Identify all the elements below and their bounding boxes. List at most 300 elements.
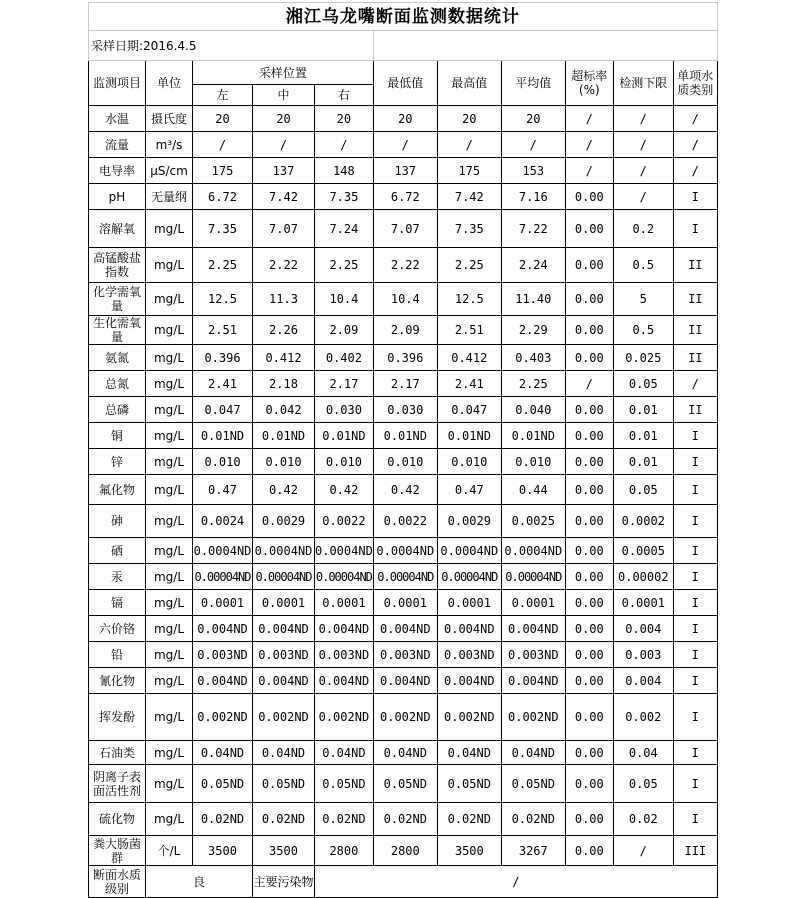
value-cell: 0.004ND (315, 668, 374, 694)
value-cell: 12.5 (193, 283, 253, 316)
value-cell: 0.00 (565, 564, 613, 590)
value-cell: / (501, 132, 565, 158)
unit-cell: mg/L (146, 616, 193, 642)
unit-cell: mg/L (146, 538, 193, 564)
value-cell: / (673, 106, 717, 132)
item-name: pH (89, 184, 146, 210)
value-cell: / (613, 106, 673, 132)
value-cell: 0.01ND (315, 423, 374, 449)
value-cell: 0.01 (613, 423, 673, 449)
value-cell: 0.00004ND (253, 564, 315, 590)
value-cell: 2.41 (437, 371, 501, 397)
value-cell: 0.403 (501, 345, 565, 371)
unit-cell: mg/L (146, 316, 193, 345)
footer-label: 断面水质级别 (89, 866, 146, 898)
value-cell: 0.004 (613, 668, 673, 694)
unit-cell: mg/L (146, 694, 193, 741)
value-cell: / (315, 132, 374, 158)
value-cell: 137 (373, 158, 437, 184)
value-cell: 2800 (373, 836, 437, 866)
value-cell: 0.00 (565, 538, 613, 564)
value-cell: 0.047 (193, 397, 253, 423)
table-row (89, 475, 718, 505)
value-cell: 0.00002 (613, 564, 673, 590)
value-cell: 0.00 (565, 765, 613, 803)
table-row (89, 505, 718, 538)
value-cell: I (673, 668, 717, 694)
item-name: 砷 (89, 505, 146, 538)
item-name: 汞 (89, 564, 146, 590)
header-right: 右 (315, 85, 374, 106)
value-cell: / (613, 132, 673, 158)
value-cell: 0.003ND (315, 642, 374, 668)
item-name: 溶解氧 (89, 210, 146, 248)
value-cell: 0.42 (373, 475, 437, 505)
value-cell: 7.35 (437, 210, 501, 248)
value-cell: 2.29 (501, 316, 565, 345)
table-row (89, 694, 718, 741)
header-left: 左 (193, 85, 253, 106)
unit-cell: 摄氏度 (146, 106, 193, 132)
value-cell: II (673, 316, 717, 345)
table-row (89, 741, 718, 765)
value-cell: 137 (253, 158, 315, 184)
value-cell: 7.22 (501, 210, 565, 248)
value-cell: 0.004ND (373, 668, 437, 694)
value-cell: / (673, 158, 717, 184)
value-cell: 0.0001 (501, 590, 565, 616)
value-cell: 0.05ND (437, 765, 501, 803)
value-cell: 0.030 (373, 397, 437, 423)
header-limit: 检测下限 (613, 61, 673, 106)
value-cell: 0.00 (565, 668, 613, 694)
value-cell: II (673, 283, 717, 316)
unit-cell: mg/L (146, 668, 193, 694)
value-cell: 0.04ND (437, 741, 501, 765)
value-cell: 0.04ND (373, 741, 437, 765)
value-cell: 0.004ND (373, 616, 437, 642)
value-cell: 0.0005 (613, 538, 673, 564)
value-cell: 0.00 (565, 475, 613, 505)
value-cell: 0.010 (437, 449, 501, 475)
value-cell: 0.0024 (193, 505, 253, 538)
table-title: 湘江乌龙嘴断面监测数据统计 (89, 3, 718, 31)
value-cell: 0.0004ND (501, 538, 565, 564)
table-row (89, 158, 718, 184)
value-cell: 0.002 (613, 694, 673, 741)
value-cell: 0.004ND (193, 668, 253, 694)
value-cell: 2.17 (373, 371, 437, 397)
value-cell: I (673, 590, 717, 616)
value-cell: 0.0001 (253, 590, 315, 616)
value-cell: 0.00 (565, 694, 613, 741)
header-class: 单项水质类别 (673, 61, 717, 106)
value-cell: 20 (315, 106, 374, 132)
value-cell: 7.42 (437, 184, 501, 210)
value-cell: 2.25 (501, 371, 565, 397)
value-cell: 0.004ND (253, 616, 315, 642)
main-pollutant: / (315, 866, 718, 898)
value-cell: 5 (613, 283, 673, 316)
value-cell: 0.01ND (437, 423, 501, 449)
value-cell: 0.002ND (437, 694, 501, 741)
table-row (89, 564, 718, 590)
value-cell: 11.40 (501, 283, 565, 316)
value-cell: 0.030 (315, 397, 374, 423)
value-cell: 0.004ND (437, 616, 501, 642)
value-cell: 0.004ND (253, 668, 315, 694)
value-cell: 0.42 (253, 475, 315, 505)
value-cell: 0.01 (613, 397, 673, 423)
value-cell: 0.42 (315, 475, 374, 505)
value-cell: 0.00 (565, 590, 613, 616)
table-row (89, 345, 718, 371)
value-cell: I (673, 475, 717, 505)
value-cell: 175 (193, 158, 253, 184)
item-name: 总氮 (89, 371, 146, 397)
value-cell: 0.004ND (501, 616, 565, 642)
value-cell: 0.01ND (373, 423, 437, 449)
value-cell: 0.00 (565, 423, 613, 449)
value-cell: 0.05ND (501, 765, 565, 803)
value-cell: 0.47 (193, 475, 253, 505)
value-cell: / (565, 158, 613, 184)
value-cell: / (613, 158, 673, 184)
value-cell: 0.412 (437, 345, 501, 371)
value-cell: 0.04ND (315, 741, 374, 765)
value-cell: 153 (501, 158, 565, 184)
value-cell: 0.00 (565, 642, 613, 668)
value-cell: 0.0029 (437, 505, 501, 538)
value-cell: 6.72 (193, 184, 253, 210)
unit-cell: mg/L (146, 248, 193, 283)
value-cell: 2.24 (501, 248, 565, 283)
table-row (89, 765, 718, 803)
unit-cell: m³/s (146, 132, 193, 158)
value-cell: / (565, 132, 613, 158)
value-cell: 0.05ND (373, 765, 437, 803)
value-cell: 2.22 (373, 248, 437, 283)
value-cell: / (673, 371, 717, 397)
value-cell: 3267 (501, 836, 565, 866)
value-cell: 7.35 (193, 210, 253, 248)
header-unit: 单位 (146, 61, 193, 106)
item-name: 氰化物 (89, 668, 146, 694)
table-row (89, 106, 718, 132)
header-middle: 中 (253, 85, 315, 106)
value-cell: 2.09 (315, 316, 374, 345)
table-row (89, 210, 718, 248)
value-cell: 0.040 (501, 397, 565, 423)
value-cell: 0.0001 (193, 590, 253, 616)
value-cell: 0.02ND (373, 803, 437, 836)
value-cell: 0.44 (501, 475, 565, 505)
value-cell: / (565, 106, 613, 132)
value-cell: 0.047 (437, 397, 501, 423)
value-cell: 175 (437, 158, 501, 184)
value-cell: I (673, 449, 717, 475)
value-cell: 0.003ND (501, 642, 565, 668)
item-name: 氟化物 (89, 475, 146, 505)
value-cell: 0.0001 (315, 590, 374, 616)
table-row (89, 590, 718, 616)
header-item: 监测项目 (89, 61, 146, 106)
value-cell: 0.04ND (253, 741, 315, 765)
value-cell: 0.010 (253, 449, 315, 475)
unit-cell: mg/L (146, 210, 193, 248)
value-cell: II (673, 248, 717, 283)
value-cell: 20 (437, 106, 501, 132)
item-name: 石油类 (89, 741, 146, 765)
value-cell: 0.003ND (193, 642, 253, 668)
value-cell: 20 (373, 106, 437, 132)
value-cell: 0.0022 (315, 505, 374, 538)
unit-cell: mg/L (146, 642, 193, 668)
value-cell: 0.0004ND (315, 538, 374, 564)
value-cell: 7.42 (253, 184, 315, 210)
value-cell: 0.02ND (501, 803, 565, 836)
item-name: 总磷 (89, 397, 146, 423)
value-cell: 0.04ND (193, 741, 253, 765)
value-cell: 0.01 (613, 449, 673, 475)
value-cell: 0.00004ND (193, 564, 253, 590)
value-cell: 0.0029 (253, 505, 315, 538)
value-cell: 0.00 (565, 803, 613, 836)
item-name: 高锰酸盐指数 (89, 248, 146, 283)
value-cell: 10.4 (373, 283, 437, 316)
item-name: 阴离子表面活性剂 (89, 765, 146, 803)
value-cell: 0.00 (565, 283, 613, 316)
value-cell: 0.004ND (501, 668, 565, 694)
value-cell: 0.00004ND (501, 564, 565, 590)
value-cell: 7.07 (253, 210, 315, 248)
value-cell: / (437, 132, 501, 158)
value-cell: 0.00 (565, 449, 613, 475)
value-cell: 2.18 (253, 371, 315, 397)
value-cell: 20 (193, 106, 253, 132)
item-name: 硒 (89, 538, 146, 564)
value-cell: 3500 (437, 836, 501, 866)
value-cell: 11.3 (253, 283, 315, 316)
value-cell: 0.00 (565, 316, 613, 345)
value-cell: 0.002ND (373, 694, 437, 741)
value-cell: 0.01ND (253, 423, 315, 449)
value-cell: 0.0001 (437, 590, 501, 616)
value-cell: 0.0002 (613, 505, 673, 538)
value-cell: 2.41 (193, 371, 253, 397)
value-cell: 7.07 (373, 210, 437, 248)
table-row (89, 803, 718, 836)
value-cell: 0.002ND (315, 694, 374, 741)
value-cell: 0.002ND (253, 694, 315, 741)
value-cell: 0.05ND (193, 765, 253, 803)
table-row (89, 538, 718, 564)
value-cell: 0.412 (253, 345, 315, 371)
value-cell: 0.004ND (437, 668, 501, 694)
value-cell: 0.002ND (501, 694, 565, 741)
value-cell: 0.004ND (193, 616, 253, 642)
value-cell: 2.17 (315, 371, 374, 397)
sample-date: 采样日期:2016.4.5 (89, 31, 374, 61)
unit-cell: mg/L (146, 803, 193, 836)
value-cell: 2.22 (253, 248, 315, 283)
value-cell: 0.00 (565, 616, 613, 642)
header-min: 最低值 (373, 61, 437, 106)
value-cell: 0.010 (315, 449, 374, 475)
value-cell: 0.04 (613, 741, 673, 765)
header-max: 最高值 (437, 61, 501, 106)
unit-cell: μS/cm (146, 158, 193, 184)
value-cell: 0.00004ND (373, 564, 437, 590)
value-cell: 2.26 (253, 316, 315, 345)
value-cell: 0.05 (613, 371, 673, 397)
value-cell: II (673, 345, 717, 371)
unit-cell: mg/L (146, 449, 193, 475)
unit-cell: mg/L (146, 505, 193, 538)
table-row (89, 449, 718, 475)
table-row (89, 184, 718, 210)
item-name: 挥发酚 (89, 694, 146, 741)
table-row (89, 316, 718, 345)
header-exceed: 超标率(%) (565, 61, 613, 106)
header-location: 采样位置 (193, 61, 374, 85)
value-cell: I (673, 741, 717, 765)
value-cell: I (673, 505, 717, 538)
value-cell: I (673, 538, 717, 564)
value-cell: / (613, 836, 673, 866)
table-row (89, 283, 718, 316)
value-cell: 0.05ND (315, 765, 374, 803)
value-cell: 0.00 (565, 210, 613, 248)
value-cell: I (673, 184, 717, 210)
value-cell: 2.51 (437, 316, 501, 345)
item-name: 电导率 (89, 158, 146, 184)
item-name: 氨氮 (89, 345, 146, 371)
value-cell: 0.02ND (193, 803, 253, 836)
value-cell: 0.01ND (501, 423, 565, 449)
unit-cell: mg/L (146, 371, 193, 397)
value-cell: 7.35 (315, 184, 374, 210)
value-cell: I (673, 642, 717, 668)
item-name: 铜 (89, 423, 146, 449)
table-row (89, 397, 718, 423)
value-cell: 0.0004ND (193, 538, 253, 564)
value-cell: 0.0025 (501, 505, 565, 538)
item-name: 锌 (89, 449, 146, 475)
table-row (89, 616, 718, 642)
value-cell: 0.0001 (613, 590, 673, 616)
value-cell: II (673, 397, 717, 423)
item-name: 铅 (89, 642, 146, 668)
value-cell: 0.5 (613, 248, 673, 283)
value-cell: 0.02ND (315, 803, 374, 836)
header-avg: 平均值 (501, 61, 565, 106)
value-cell: 0.05 (613, 475, 673, 505)
value-cell: I (673, 564, 717, 590)
value-cell: / (253, 132, 315, 158)
value-cell: 148 (315, 158, 374, 184)
unit-cell: mg/L (146, 345, 193, 371)
value-cell: 0.00 (565, 741, 613, 765)
item-name: 化学需氧量 (89, 283, 146, 316)
value-cell: 7.16 (501, 184, 565, 210)
item-name: 粪大肠菌群 (89, 836, 146, 866)
value-cell: 2.09 (373, 316, 437, 345)
value-cell: 0.010 (373, 449, 437, 475)
value-cell: 0.003 (613, 642, 673, 668)
value-cell: 0.396 (373, 345, 437, 371)
value-cell: 0.05 (613, 765, 673, 803)
value-cell: 20 (501, 106, 565, 132)
value-cell: 0.00 (565, 505, 613, 538)
value-cell: / (373, 132, 437, 158)
value-cell: / (613, 184, 673, 210)
value-cell: 0.04ND (501, 741, 565, 765)
table-row (89, 668, 718, 694)
value-cell: 12.5 (437, 283, 501, 316)
table-row (89, 248, 718, 283)
value-cell: 2.25 (437, 248, 501, 283)
value-cell: 0.47 (437, 475, 501, 505)
table-row (89, 642, 718, 668)
unit-cell: mg/L (146, 475, 193, 505)
item-name: 流量 (89, 132, 146, 158)
value-cell: 0.402 (315, 345, 374, 371)
value-cell: 0.0004ND (437, 538, 501, 564)
table-row (89, 836, 718, 866)
value-cell: 0.00 (565, 248, 613, 283)
value-cell: III (673, 836, 717, 866)
table-row (89, 132, 718, 158)
value-cell: 0.00 (565, 836, 613, 866)
value-cell: / (565, 371, 613, 397)
value-cell: 0.00004ND (437, 564, 501, 590)
value-cell: 0.00004ND (315, 564, 374, 590)
value-cell: / (673, 132, 717, 158)
value-cell: 0.010 (501, 449, 565, 475)
value-cell: 0.2 (613, 210, 673, 248)
value-cell: 0.5 (613, 316, 673, 345)
value-cell: I (673, 803, 717, 836)
value-cell: 0.00 (565, 345, 613, 371)
table-row (89, 423, 718, 449)
value-cell: 0.05ND (253, 765, 315, 803)
unit-cell: mg/L (146, 423, 193, 449)
value-cell: 0.004 (613, 616, 673, 642)
value-cell: 0.010 (193, 449, 253, 475)
value-cell: I (673, 765, 717, 803)
value-cell: I (673, 423, 717, 449)
value-cell: 10.4 (315, 283, 374, 316)
item-name: 六价铬 (89, 616, 146, 642)
value-cell: 2800 (315, 836, 374, 866)
value-cell: 0.0004ND (373, 538, 437, 564)
value-cell: 0.396 (193, 345, 253, 371)
value-cell: 0.025 (613, 345, 673, 371)
unit-cell: mg/L (146, 283, 193, 316)
value-cell: 6.72 (373, 184, 437, 210)
value-cell: 0.003ND (253, 642, 315, 668)
item-name: 硫化物 (89, 803, 146, 836)
value-cell: 0.02ND (437, 803, 501, 836)
value-cell: 0.042 (253, 397, 315, 423)
value-cell: 0.01ND (193, 423, 253, 449)
value-cell: 20 (253, 106, 315, 132)
unit-cell: mg/L (146, 564, 193, 590)
value-cell: 0.002ND (193, 694, 253, 741)
value-cell: 2.25 (193, 248, 253, 283)
value-cell: 0.003ND (373, 642, 437, 668)
